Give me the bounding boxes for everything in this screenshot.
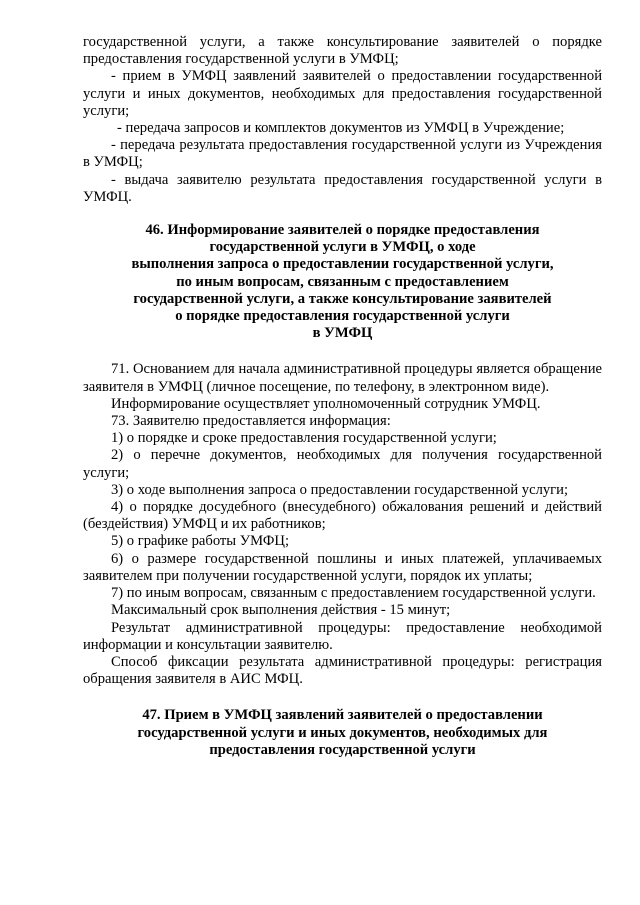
section-46-body [83, 361, 602, 688]
body-paragraph: Результат административной процедуры: предоставление необходимой информации и консультации заявителю. [83, 619, 602, 653]
body-paragraph: Способ фиксации результата административной процедуры: регистрация обращения заявителя в АИС МФЦ. [83, 653, 602, 688]
heading-line: предоставления государственной услуги [209, 741, 476, 758]
list-item: 7) по иным вопросам, связанным с предоставлением государственной услуги. [111, 585, 596, 602]
body-paragraph: 73. Заявителю предоставляется информация: [111, 413, 391, 430]
intro-paragraph-3: - передача запросов и комплектов документов из УМФЦ в Учреждение; [117, 120, 565, 137]
list-item: 2) о перечне документов, необходимых для получения государственной услуги; [83, 447, 602, 481]
body-paragraph: 71. Основанием для начала административной процедуры является обращение заявителя в УМФЦ (личное посещение, по телефону, в электронном виде). [83, 361, 602, 395]
heading-line: о порядке предоставления государственной услуги [175, 308, 510, 325]
heading-line: в УМФЦ [312, 325, 373, 342]
body-paragraph: Информирование осуществляет уполномоченный сотрудник УМФЦ. [111, 395, 541, 412]
heading-line: 47. Прием в УМФЦ заявлений заявителей о предоставлении [142, 707, 543, 724]
list-item: 3) о ходе выполнения запроса о предоставлении государственной услуги; [111, 481, 569, 498]
heading-line: по иным вопросам, связанным с предоставлением [176, 273, 509, 290]
section-47-heading [83, 707, 602, 759]
list-item: 1) о порядке и сроке предоставления государственной услуги; [111, 430, 497, 447]
spacer [83, 342, 602, 361]
list-item: 5) о графике работы УМФЦ; [111, 533, 290, 550]
document-page [83, 34, 602, 759]
spacer [83, 688, 602, 707]
heading-line: 46. Информирование заявителей о порядке предоставления [145, 222, 540, 239]
section-46-heading [83, 222, 602, 342]
list-item: 4) о порядке досудебного (внесудебного) обжалования решений и действий (бездействия) УМФЦ и их работников; [83, 499, 602, 533]
intro-paragraph-4: - передача результата предоставления государственной услуги из Учреждения в УМФЦ; [83, 137, 602, 171]
intro-paragraph-5: - выдача заявителю результата предоставления государственной услуги в УМФЦ. [83, 171, 602, 205]
heading-line: государственной услуги в УМФЦ, о ходе [209, 239, 476, 256]
intro-paragraph-2: - прием в УМФЦ заявлений заявителей о предоставлении государственной услуги и иных документов, необходимых для предоставления государственной услуги; [83, 68, 602, 119]
body-paragraph: Максимальный срок выполнения действия - 15 минут; [111, 602, 451, 619]
heading-line: государственной услуги, а также консультирование заявителей [133, 290, 552, 307]
list-item: 6) о размере государственной пошлины и иных платежей, уплачиваемых заявителем при получении государственной услуги, порядок их уплаты; [83, 550, 602, 584]
heading-line: выполнения запроса о предоставлении государственной услуги, [131, 256, 554, 273]
heading-line: государственной услуги и иных документов, необходимых для [137, 724, 548, 741]
intro-paragraph-1: государственной услуги, а также консультирование заявителей о порядке предоставления государственной услуги в УМФЦ; [83, 34, 602, 68]
spacer [83, 206, 602, 222]
